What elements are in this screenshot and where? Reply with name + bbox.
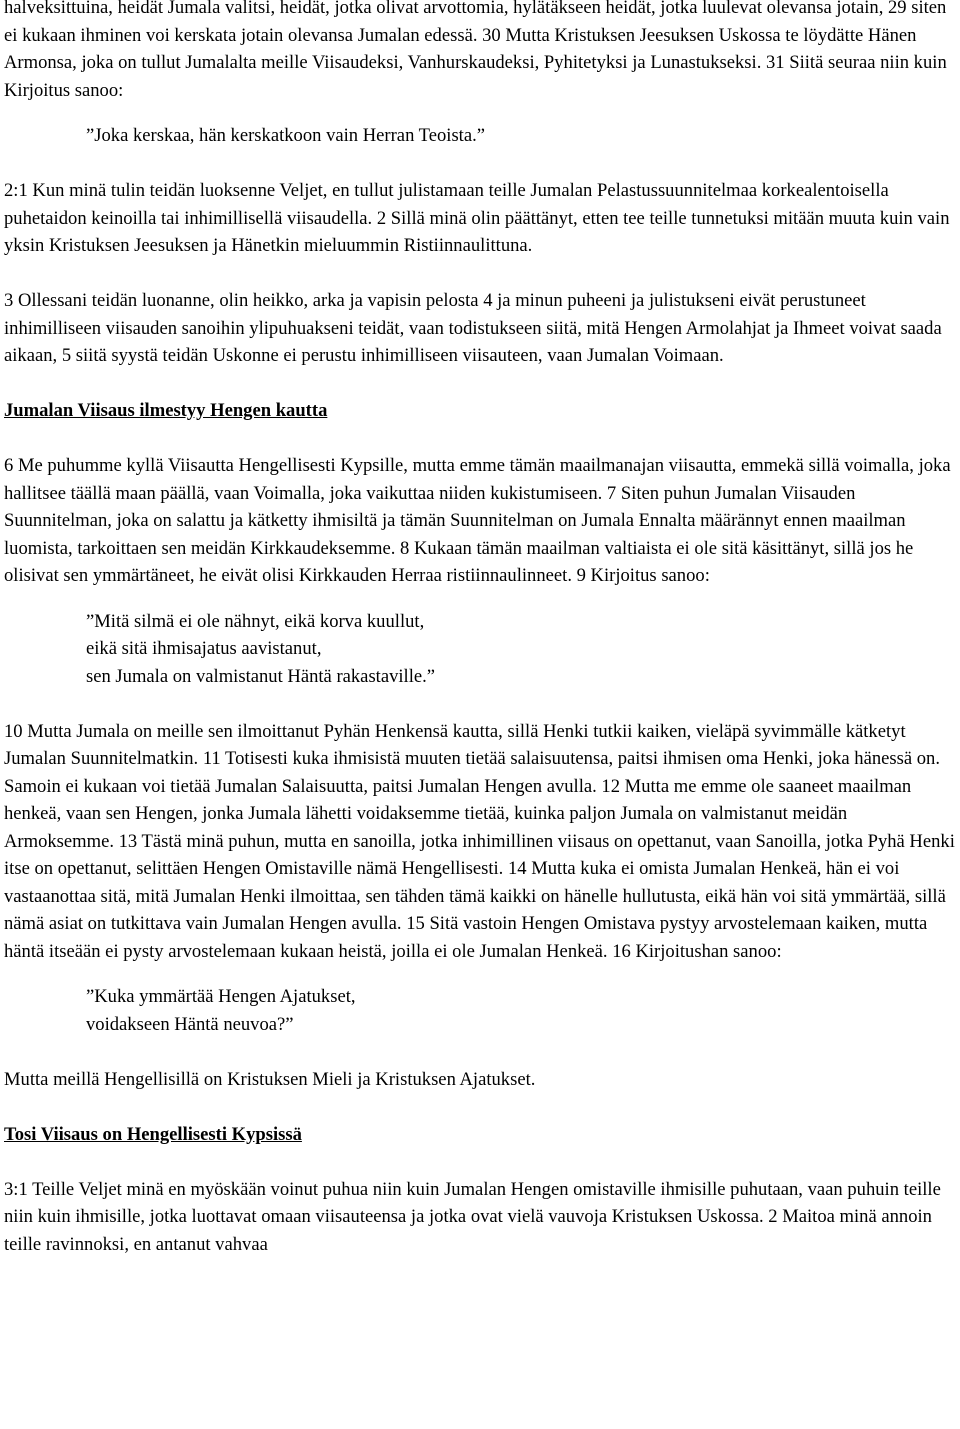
paragraph-6: Mutta meillä Hengellisillä on Kristuksen Mieli ja Kristuksen Ajatukset. xyxy=(4,1068,536,1090)
quote-line: sen Jumala on valmistanut Häntä rakastaville.” xyxy=(86,665,436,687)
paragraph-2: 2:1 Kun minä tulin teidän luoksenne Veljet, en tullut julistamaan teille Jumalan Pelastussuunnitelmaa korkealentoisella puhetaidon keinoilla tai inhimillisellä viisaudella. 2 Sillä minä olin päättänyt, etten tee teille tunnetuksi mitään muuta kuin vain yksin Kristuksen Jeesuksen ja Hänetkin mieluummin Ristiinnaulittuna. xyxy=(4,180,950,256)
quote-line: eikä sitä ihmisajatus aavistanut, xyxy=(86,638,322,659)
quote-line: voidakseen Häntä neuvoa?” xyxy=(86,1013,294,1035)
paragraph-5: 10 Mutta Jumala on meille sen ilmoittanut Pyhän Henkensä kautta, sillä Henki tutkii kaiken, vieläpä syvimmälle kätketyt Jumalan Suunnitelmatkin. 11 Totisesti kuka ihmisistä muuten tietää salaisuutensa, paitsi ihmisen oma Henki, joka hänessä on. Samoin ei kukaan voi tietää Jumalan Salaisuutta, paitsi Jumalan Hengen avulla. 12 Mutta me emme ole saaneet maailman henkeä, vaan sen Hengen, jonka Jumala lähetti voidaksemme tietää, kuinka paljon Jumala on valmistanut meidän Armoksemme. 13 Tästä minä puhun, mutta en sanoilla, jotka inhimillinen viisaus on opettanut, vaan Sanoilla, jotka Pyhä Henki itse on opettanut, selittäen Hengen Omistaville nämä Hengellisesti. 14 Mutta kuka ei omista Jumalan Henkeä, hän ei voi vastaanottaa sitä, mitä Jumalan Henki ilmoittaa, sen tähden tämä kaikki on hänelle hullutusta, eikä hän voi sitä ymmärtää, sillä nämä asiat on tutkittava vain Jumalan Hengen avulla. 15 Sitä vastoin Hengen Omistava pystyy arvostelemaan kaiken, mutta häntä itseään ei pysty arvostelemaan kukaan heistä, joilla ei ole Jumalan Henkeä. 16 Kirjoitushan sanoo: xyxy=(4,720,955,962)
quote-line: ”Mitä silmä ei ole nähnyt, eikä korva kuullut, xyxy=(86,610,425,632)
quote-line: ”Kuka ymmärtää Hengen Ajatukset, xyxy=(86,986,356,1007)
section-heading-1: Jumalan Viisaus ilmestyy Hengen kautta xyxy=(4,400,328,421)
scripture-quote-2 xyxy=(4,608,956,691)
paragraph-4: 6 Me puhumme kyllä Viisautta Hengellisesti Kypsille, mutta emme tämän maailmanajan viisautta, emmekä sillä voimalla, joka hallitsee täällä maan päällä, vaan Voimalla, joka vaikuttaa niiden kukistumiseen. 7 Siten puhun Jumalan Viisauden Suunnitelman, joka on salattu ja kätketty ihmisiltä ja tämän Suunnitelman on Jumala Ennalta määrännyt ennen maailman luomista, tarkoittaen sen meidän Kirkkaudeksemme. 8 Kukaan tämän maailman valtiaista ei ole sitä käsittänyt, sillä jos he olisivat sen ymmärtäneet, he eivät olisi Kirkkauden Herraa ristiinnaulinneet. 9 Kirjoitus sanoo: xyxy=(4,455,951,586)
section-heading-2: Tosi Viisaus on Hengellisesti Kypsissä xyxy=(4,1123,302,1145)
document-page xyxy=(4,0,956,1286)
scripture-quote-1: ”Joka kerskaa, hän kerskatkoon vain Herran Teoista.” xyxy=(86,125,486,146)
paragraph-7: 3:1 Teille Veljet minä en myöskään voinut puhua niin kuin Jumalan Hengen omistaville ihmisille puhutaan, vaan puhuin teille niin kuin ihmisille, jotka luottavat omaan viisauteensa ja jotka ovat vielä vauvoja Kristuksen Uskossa. 2 Maitoa minä annoin teille ravinnoksi, en antanut vahvaa xyxy=(4,1178,941,1255)
paragraph-1: halveksittuina, heidät Jumala valitsi, heidät, jotka olivat arvottomia, hylätäkseen heidät, jotka luulevat olevansa jotain, 29 siten ei kukaan ihminen voi kerskata jotain olevansa Jumalan edessä. 30 Mutta Kristuksen Jeesuksen Uskossa te löydätte Hänen Armonsa, joka on tullut Jumalalta meille Viisaudeksi, Vanhurskaudeksi, Pyhitetyksi ja Lunastukseksi. 31 Siitä seuraa niin kuin Kirjoitus sanoo: xyxy=(4,0,947,101)
paragraph-3: 3 Ollessani teidän luonanne, olin heikko, arka ja vapisin pelosta 4 ja minun puheeni ja julistukseni eivät perustuneet inhimilliseen viisauden sanoihin ylipuhuakseni teidät, vaan todistukseen siitä, mitä Hengen Armolahjat ja Ihmeet voivat saada aikaan, 5 siitä syystä teidän Uskonne ei perustu inhimilliseen viisauteen, vaan Jumalan Voimaan. xyxy=(4,290,942,366)
scripture-quote-3 xyxy=(4,983,956,1038)
